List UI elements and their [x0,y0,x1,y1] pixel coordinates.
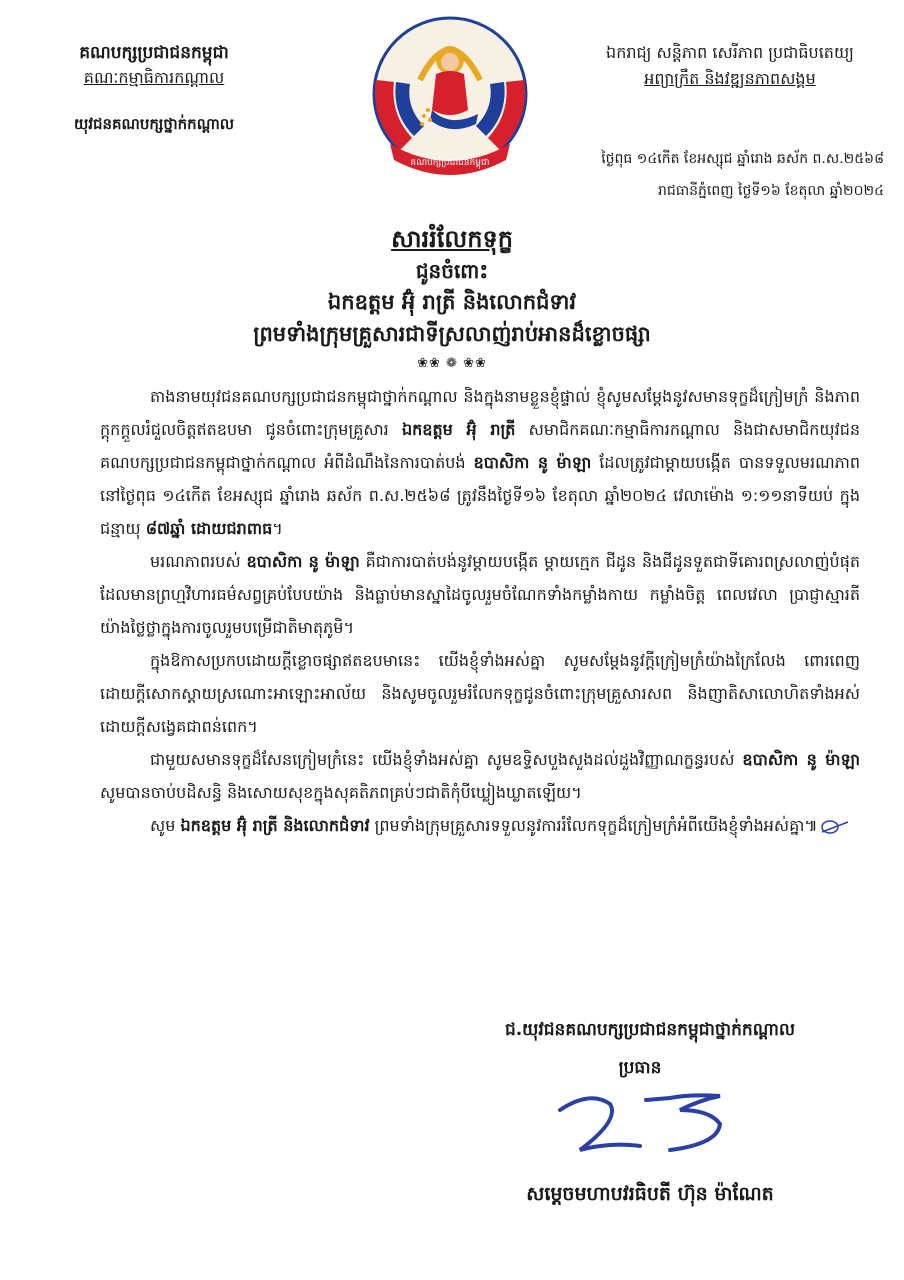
paragraph-4: ជាមួយសមានទុក្ខដ៏សែនក្រៀមក្រំនេះ យើងខ្ញុំទាំងអស់គ្នា សូមឧទ្ទិសបួងសួងដល់ដួងវិញ្ញាណក្ខន្ធរបស់ ឧបាសិកា នូ ម៉ាឡា សូមបានចាប់បដិសន្ធិ និងសោយសុខក្នុងសុគតិភពគ្រប់ៗជាតិកុំបីឃ្លៀងឃ្លាតឡើយ។ [100,750,860,802]
paragraph-3: ក្នុងឱកាសប្រកបដោយក្តីខ្លោចផ្សាឥតឧបមានេះ យើងខ្ញុំទាំងអស់គ្នា សូមសម្តែងនូវក្តីក្រៀមក្រំយ៉ាងក្រៃលែង ពោរពេញដោយក្តីសោកស្តាយស្រណោះអាឡោះអាល័យ និងសូមចូលរួមរំលែកទុក្ខជូនចំពោះក្រុមគ្រួសារសព និងញាតិសាលោហិតទាំងអស់ដោយក្តីសង្វេគជាពន់ពេក។ [100,651,860,736]
national-motto-2: អព្យាក្រឹត និងវឌ្ឍនភាពសង្គម [644,69,816,88]
date-lunar: ថ្ងៃពុធ ១៤កើត ខែអស្សុជ ឆ្នាំរោង ឆស័ក ព.ស.២៥៦៨ [601,151,884,167]
letter-title: សាររំលែកទុក្ខ [391,225,513,253]
paragraph-1: តាងនាមយុវជនគណបក្សប្រជាជនកម្ពុជាថ្នាក់កណ្តាល និងក្នុងនាមខ្លួនខ្ញុំផ្ទាល់ ខ្ញុំសូមសម្តែងនូវសមានទុក្ខដ៏ក្រៀមក្រំ និងភាពក្តុកក្តួលរំជួលចិត្តឥតឧបមា ជូនចំពោះក្រុមគ្រួសារ ឯកឧត្តម អ៊ុំ រាត្រី សមាជិកគណៈកម្មាធិការកណ្តាល និងជាសមាជិកយុវជនគណបក្សប្រជាជនកម្ពុជាថ្នាក់កណ្តាល អំពីដំណឹងនៃការបាត់បង់ ឧបាសិកា នូ ម៉ាឡា ដែលត្រូវជាម្តាយបង្កើត បានទទួលមរណភាពនៅថ្ងៃពុធ ១៤កើត ខែអស្សុជ ឆ្នាំរោង ឆស័ក ព.ស.២៥៦៨ ត្រូវនឹងថ្ងៃទី១៦ ខែតុលា ឆ្នាំ២០២៤ វេលាម៉ោង ១:១១នាទីយប់ ក្នុងជន្មាយុ ៨៧ឆ្នាំ ដោយជរាពាធ។ [100,387,861,538]
paragraph-5: សូម ឯកឧត្តម អ៊ុំ រាត្រី និងលោកជំទាវ ព្រមទាំងក្រុមគ្រួសារទទួលនូវការរំលែកទុក្ខដ៏ក្រៀមក្រំអំពីយើងខ្ញុំទាំងអស់គ្នា៕ [100,809,860,842]
initial-mark-icon [818,818,850,836]
recipient-family: ព្រមទាំងក្រុមគ្រួសារជាទីស្រលាញ់រាប់អានដ៏ខ្លោចផ្សា [253,322,651,346]
party-name: គណបក្សប្រជាជនកម្ពុជា [79,43,229,63]
header-left [24,40,284,136]
header-right [575,40,885,92]
youth-wing-name: យុវជនគណបក្សថ្នាក់កណ្តាល [73,115,235,133]
national-motto: ឯករាជ្យ សន្តិភាព សេរីភាព ប្រជាធិបតេយ្យ [606,43,854,62]
signatory-role: ប្រធាន [618,1058,662,1078]
title-block [0,222,904,374]
committee-name: គណៈកម្មាធិការកណ្តាល [83,68,225,87]
party-logo-icon [360,10,540,182]
handwritten-signature-icon [550,1080,770,1170]
signatory-organization: ជ.យុវជនគណបក្សប្រជាជនកម្ពុជាថ្នាក់កណ្តាល [504,1020,796,1040]
paragraph-2: មរណភាពរបស់ ឧបាសិកា នូ ម៉ាឡា គឺជាការបាត់បង់នូវម្តាយបង្កើត ម្តាយក្មេក ជីដូន និងជីដូនទួតជាទីគោរពស្រលាញ់បំផុត ដែលមានព្រហ្មវិហារធម៌សព្វគ្រប់បែបយ៉ាង និងធ្លាប់មានស្នាដៃចូលរួមចំណែកទាំងកម្លាំងកាយ កម្លាំងចិត្ត ពេលវេលា ប្រាជ្ញាស្មារតី យ៉ាងថ្លៃថ្លាក្នុងការចូលរួមបម្រើជាតិមាតុភូមិ។ [100,552,861,637]
letter-body [100,380,860,842]
addressed-to: ជូនចំពោះ [415,259,489,283]
ornament-divider: ❀❀ ❁ ❀❀ [417,356,487,371]
date-solar: រាជធានីភ្នំពេញ ថ្ងៃទី១៦ ខែតុលា ឆ្នាំ២០២៤ [658,183,884,199]
logo-ribbon-text: គណបក្សប្រជាជនកម្ពុជា [410,158,490,168]
signatory-name: សម្តេចមហាបវរធិបតី ហ៊ុន ម៉ាណែត [526,1183,774,1205]
recipient-name: ឯកឧត្តម អ៊ុំ រាត្រី និងលោកជំទាវ [327,290,577,314]
